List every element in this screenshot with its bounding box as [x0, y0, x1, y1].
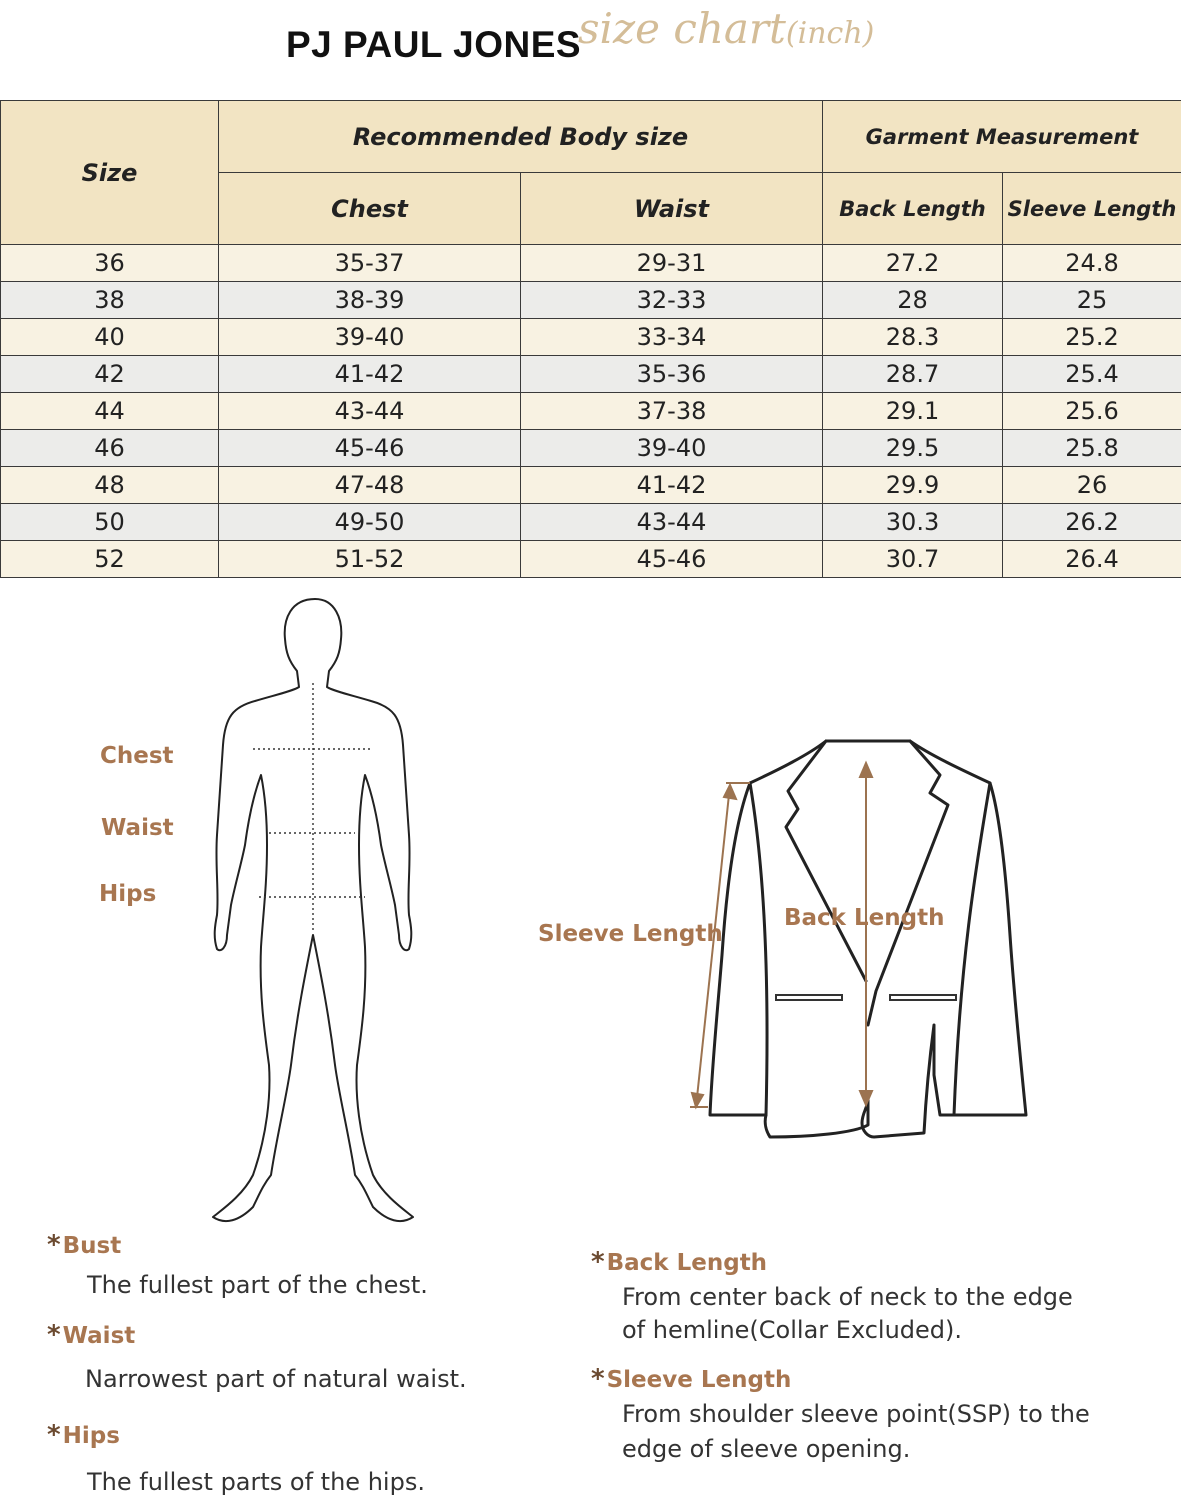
- note-text-back-length-2: of hemline(Collar Excluded).: [622, 1316, 963, 1344]
- sleeve-length-cell: 25.8: [1003, 430, 1181, 467]
- chart-header: [0, 0, 1181, 100]
- jacket-left-pocket: [776, 995, 842, 1000]
- sleeve-length-cell: 25.2: [1003, 319, 1181, 356]
- body-figure: [205, 595, 425, 1227]
- body-size-group-header: Recommended Body size: [219, 101, 823, 173]
- sleeve-arrow-top-head: [724, 785, 736, 799]
- chest-cell: 47-48: [219, 467, 521, 504]
- size-cell: 38: [1, 282, 219, 319]
- sleeve-length-cell: 26: [1003, 467, 1181, 504]
- garment-group-header: Garment Measurement: [823, 101, 1181, 173]
- chest-column-header: Chest: [219, 173, 521, 245]
- chest-cell: 39-40: [219, 319, 521, 356]
- note-text-bust: The fullest part of the chest.: [87, 1271, 428, 1299]
- sleeve-length-cell: 24.8: [1003, 245, 1181, 282]
- script-unit-text: (inch): [785, 16, 875, 51]
- back-length-cell: 29.9: [823, 467, 1003, 504]
- brand-name: PJ PAUL JONES: [286, 24, 582, 65]
- figure-head: [213, 599, 413, 1221]
- chest-cell: 51-52: [219, 541, 521, 578]
- table-row: [1, 467, 1181, 504]
- table-row: [1, 356, 1181, 393]
- size-cell: 36: [1, 245, 219, 282]
- size-cell: 50: [1, 504, 219, 541]
- back-length-cell: 28.3: [823, 319, 1003, 356]
- note-title-waist: *Waist: [47, 1320, 136, 1350]
- note-text-waist: Narrowest part of natural waist.: [85, 1365, 467, 1393]
- waist-cell: 37-38: [521, 393, 823, 430]
- sleeve-length-label: Sleeve Length: [538, 921, 723, 947]
- chart-script-title: [578, 4, 874, 53]
- back-length-cell: 30.7: [823, 541, 1003, 578]
- waist-cell: 32-33: [521, 282, 823, 319]
- waist-cell: 29-31: [521, 245, 823, 282]
- table-row: [1, 504, 1181, 541]
- chest-cell: 38-39: [219, 282, 521, 319]
- waist-label: Waist: [101, 815, 174, 841]
- back-length-label: Back Length: [784, 905, 945, 931]
- sleeve-length-cell: 25.4: [1003, 356, 1181, 393]
- chest-cell: 35-37: [219, 245, 521, 282]
- back-length-cell: 29.5: [823, 430, 1003, 467]
- chest-cell: 41-42: [219, 356, 521, 393]
- note-title-bust: *Bust: [47, 1230, 122, 1260]
- jacket-right-lapel: [868, 741, 948, 1025]
- back-length-cell: 27.2: [823, 245, 1003, 282]
- sleeve-length-cell: 25.6: [1003, 393, 1181, 430]
- size-cell: 40: [1, 319, 219, 356]
- chest-cell: 49-50: [219, 504, 521, 541]
- note-title-sleeve-length: *Sleeve Length: [591, 1364, 792, 1394]
- size-cell: 48: [1, 467, 219, 504]
- table-row: [1, 430, 1181, 467]
- sleeve-length-cell: 26.2: [1003, 504, 1181, 541]
- size-column-header: Size: [1, 101, 219, 245]
- table-row: [1, 541, 1181, 578]
- chest-label: Chest: [100, 743, 174, 769]
- jacket-left-lapel: [786, 741, 866, 981]
- waist-cell: 33-34: [521, 319, 823, 356]
- table-row: [1, 393, 1181, 430]
- table-row: [1, 282, 1181, 319]
- sleeve-length-cell: 25: [1003, 282, 1181, 319]
- back-length-cell: 28: [823, 282, 1003, 319]
- note-text-hips: The fullest parts of the hips.: [87, 1468, 425, 1496]
- waist-cell: 41-42: [521, 467, 823, 504]
- back-length-cell: 29.1: [823, 393, 1003, 430]
- jacket-left-sleeve-seam: [750, 783, 767, 1115]
- note-title-back-length: *Back Length: [591, 1247, 768, 1277]
- script-title-text: size chart: [578, 4, 786, 53]
- chest-cell: 43-44: [219, 393, 521, 430]
- waist-cell: 43-44: [521, 504, 823, 541]
- back-length-cell: 28.7: [823, 356, 1003, 393]
- waist-cell: 39-40: [521, 430, 823, 467]
- back-arrow-top-head: [860, 763, 872, 777]
- size-cell: 44: [1, 393, 219, 430]
- back-arrow-bottom-head: [860, 1091, 872, 1105]
- size-cell: 42: [1, 356, 219, 393]
- jacket-figure: [690, 735, 1030, 1140]
- note-title-hips: *Hips: [47, 1420, 120, 1450]
- sleeve-length-cell: 26.4: [1003, 541, 1181, 578]
- jacket-outline: [710, 741, 1026, 1137]
- jacket-right-pocket: [890, 995, 956, 1000]
- chest-cell: 45-46: [219, 430, 521, 467]
- hips-label: Hips: [99, 881, 157, 907]
- table-row: [1, 319, 1181, 356]
- size-table: [0, 100, 1181, 578]
- size-cell: 52: [1, 541, 219, 578]
- note-text-sleeve-length-1: From shoulder sleeve point(SSP) to the: [622, 1400, 1090, 1428]
- table-row: [1, 245, 1181, 282]
- waist-cell: 45-46: [521, 541, 823, 578]
- sleeve-arrow-bottom-head: [692, 1093, 703, 1107]
- waist-cell: 35-36: [521, 356, 823, 393]
- back-length-column-header: Back Length: [823, 173, 1003, 245]
- sleeve-length-column-header: Sleeve Length: [1003, 173, 1181, 245]
- size-cell: 46: [1, 430, 219, 467]
- jacket-right-sleeve-seam: [954, 783, 990, 1115]
- waist-column-header: Waist: [521, 173, 823, 245]
- note-text-back-length-1: From center back of neck to the edge: [622, 1283, 1073, 1311]
- note-text-sleeve-length-2: edge of sleeve opening.: [622, 1435, 911, 1463]
- back-length-cell: 30.3: [823, 504, 1003, 541]
